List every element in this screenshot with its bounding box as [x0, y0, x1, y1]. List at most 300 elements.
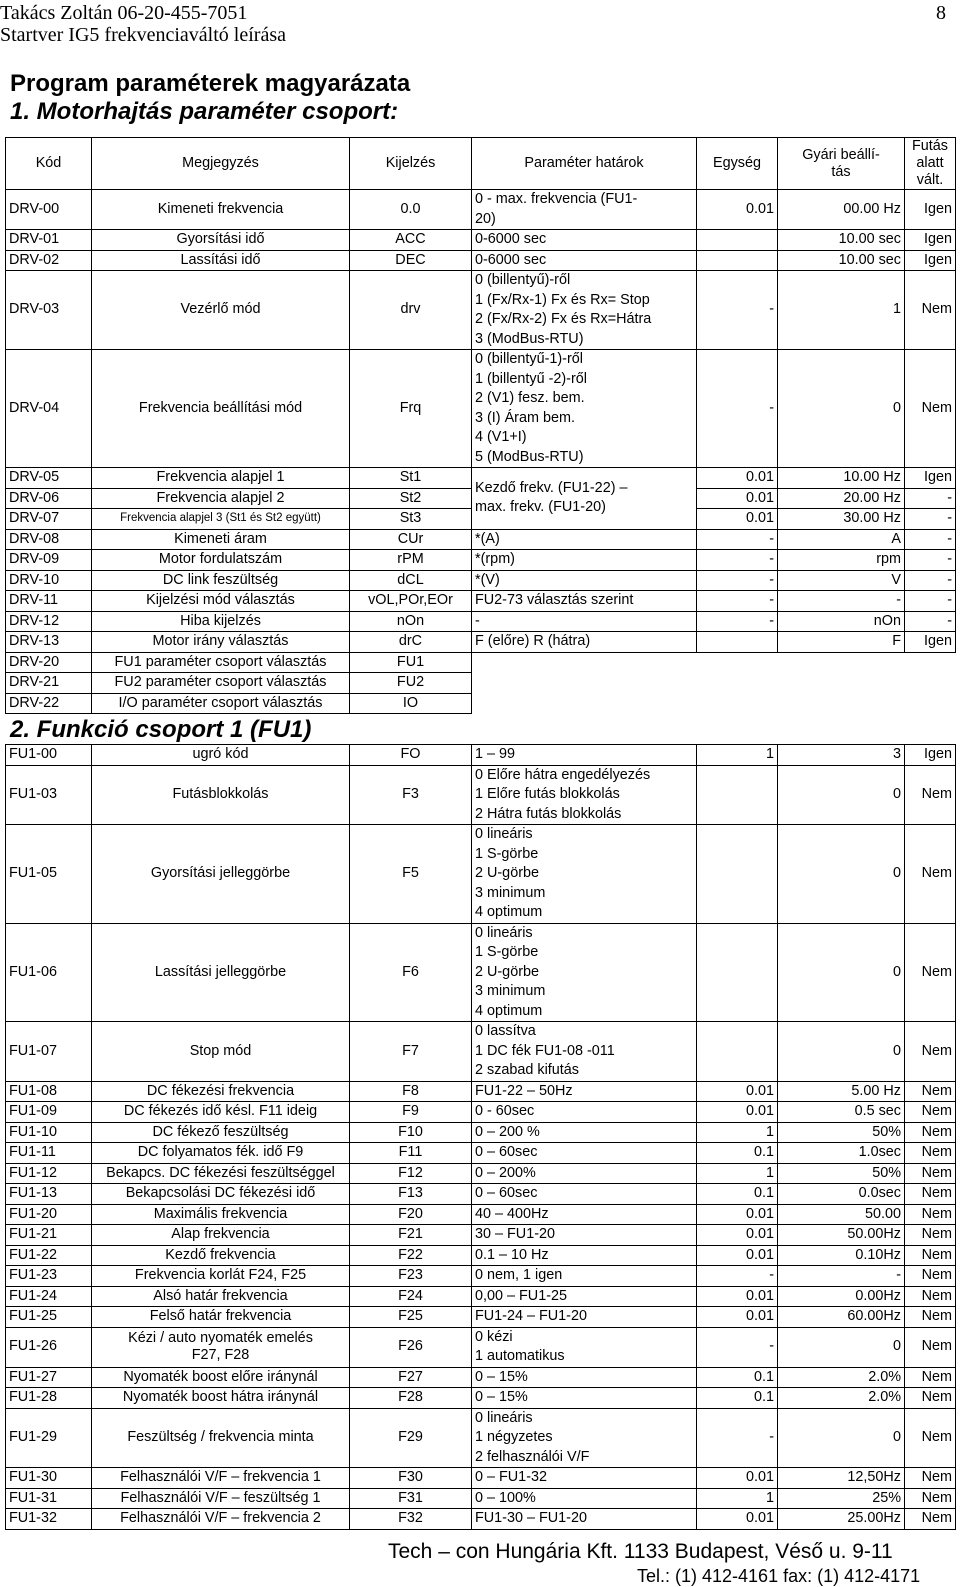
param-default: 0 — [778, 1022, 905, 1082]
param-default: 0 — [778, 825, 905, 924]
param-display: IO — [350, 693, 472, 714]
param-unit: 0.01 — [697, 1102, 778, 1123]
parameter-row — [6, 825, 956, 924]
param-code: FU1-12 — [6, 1163, 92, 1184]
param-default: 0.0sec — [778, 1184, 905, 1205]
param-code: FU1-22 — [6, 1245, 92, 1266]
param-unit — [697, 825, 778, 924]
parameter-row — [6, 923, 956, 1022]
footer-contact: Tel.: (1) 412-4161 fax: (1) 412-4171 — [637, 1566, 921, 1586]
param-display: F6 — [350, 923, 472, 1022]
param-unit — [697, 765, 778, 825]
param-unit: - — [697, 1327, 778, 1367]
parameter-row — [6, 1266, 956, 1287]
param-default: 3 — [778, 745, 905, 766]
param-display: FO — [350, 745, 472, 766]
param-description: DC folyamatos fék. idő F9 — [92, 1143, 350, 1164]
param-unit: - — [697, 350, 778, 468]
param-run-change: Nem — [905, 1102, 956, 1123]
param-run-change: Nem — [905, 1307, 956, 1328]
parameter-row — [6, 652, 956, 673]
param-code: FU1-00 — [6, 745, 92, 766]
param-run-change: Nem — [905, 825, 956, 924]
param-run-change: Nem — [905, 350, 956, 468]
param-description: Feszültség / frekvencia minta — [92, 1408, 350, 1468]
param-display: St1 — [350, 468, 472, 489]
param-default: V — [778, 570, 905, 591]
param-description: Felhasználói V/F – frekvencia 2 — [92, 1509, 350, 1530]
param-description: Lassítási idő — [92, 250, 350, 271]
param-display: F13 — [350, 1184, 472, 1205]
parameter-row — [6, 673, 956, 694]
param-description: Bekapcs. DC fékezési feszültséggel — [92, 1163, 350, 1184]
param-description: Kimeneti áram — [92, 529, 350, 550]
param-unit — [697, 923, 778, 1022]
header-gyari: Gyári beállí- tás — [778, 138, 905, 190]
parameter-row — [6, 550, 956, 571]
parameter-row — [6, 1102, 956, 1123]
param-description: Gyorsítási idő — [92, 230, 350, 251]
param-unit: 0.01 — [697, 1225, 778, 1246]
param-run-change: - — [905, 570, 956, 591]
parameter-row — [6, 745, 956, 766]
param-unit: 0.01 — [697, 1509, 778, 1530]
param-run-change: - — [905, 509, 956, 530]
param-code: FU1-26 — [6, 1327, 92, 1367]
parameter-row — [6, 250, 956, 271]
parameter-row — [6, 1388, 956, 1409]
param-code: FU1-29 — [6, 1408, 92, 1468]
param-default: 25.00Hz — [778, 1509, 905, 1530]
param-description: Frekvencia korlát F24, F25 — [92, 1266, 350, 1287]
param-range: 0 kézi 1 automatikus — [472, 1327, 697, 1367]
parameter-row — [6, 350, 956, 468]
param-run-change: Nem — [905, 1468, 956, 1489]
param-unit: 0.01 — [697, 488, 778, 509]
param-code: FU1-28 — [6, 1388, 92, 1409]
param-default: F — [778, 632, 905, 653]
param-unit: 0.1 — [697, 1388, 778, 1409]
param-range: 0-6000 sec — [472, 250, 697, 271]
empty-cell — [472, 673, 956, 694]
param-description: Vezérlő mód — [92, 271, 350, 350]
param-default: 0.00Hz — [778, 1286, 905, 1307]
param-range: 40 – 400Hz — [472, 1204, 697, 1225]
fu1-parameter-table — [5, 744, 956, 1530]
param-run-change: Nem — [905, 271, 956, 350]
param-default: - — [778, 1266, 905, 1287]
param-display: F21 — [350, 1225, 472, 1246]
param-display: vOL,POr,EOr — [350, 591, 472, 612]
param-description: FU1 paraméter csoport választás — [92, 652, 350, 673]
param-code: DRV-12 — [6, 611, 92, 632]
section-2-title: 2. Funkció csoport 1 (FU1) — [10, 716, 312, 743]
param-run-change: Nem — [905, 1388, 956, 1409]
parameter-row — [6, 190, 956, 230]
param-run-change: Nem — [905, 1408, 956, 1468]
param-display: F5 — [350, 825, 472, 924]
parameter-row — [6, 632, 956, 653]
param-display: F20 — [350, 1204, 472, 1225]
param-unit: 0.01 — [697, 1081, 778, 1102]
param-unit: 0.01 — [697, 1286, 778, 1307]
param-unit: 0.1 — [697, 1184, 778, 1205]
param-default: 2.0% — [778, 1367, 905, 1388]
param-default: 00.00 Hz — [778, 190, 905, 230]
param-default: 0 — [778, 1408, 905, 1468]
param-range: FU1-24 – FU1-20 — [472, 1307, 697, 1328]
param-description: Alap frekvencia — [92, 1225, 350, 1246]
parameter-row — [6, 765, 956, 825]
param-display: F3 — [350, 765, 472, 825]
param-description: Stop mód — [92, 1022, 350, 1082]
param-range: *(rpm) — [472, 550, 697, 571]
param-unit: 1 — [697, 1163, 778, 1184]
param-default: rpm — [778, 550, 905, 571]
param-code: DRV-13 — [6, 632, 92, 653]
param-code: FU1-20 — [6, 1204, 92, 1225]
param-description: Lassítási jelleggörbe — [92, 923, 350, 1022]
param-unit: - — [697, 1408, 778, 1468]
param-display: CUr — [350, 529, 472, 550]
param-default: 1 — [778, 271, 905, 350]
param-description: Nyomaték boost hátra iránynál — [92, 1388, 350, 1409]
param-display: F22 — [350, 1245, 472, 1266]
param-code: FU1-09 — [6, 1102, 92, 1123]
param-range: 0 lassítva 1 DC fék FU1-08 -011 2 szabad kifutás — [472, 1022, 697, 1082]
param-range: 0 Előre hátra engedélyezés 1 Előre futás blokkolás 2 Hátra futás blokkolás — [472, 765, 697, 825]
param-description: Maximális frekvencia — [92, 1204, 350, 1225]
param-display: FU2 — [350, 673, 472, 694]
param-unit: 0.01 — [697, 468, 778, 489]
param-display: DEC — [350, 250, 472, 271]
param-range: Kezdő frekv. (FU1-22) – max. frekv. (FU1-20) — [472, 468, 697, 530]
param-default: 50% — [778, 1163, 905, 1184]
param-run-change: - — [905, 488, 956, 509]
parameter-row — [6, 1122, 956, 1143]
param-display: F11 — [350, 1143, 472, 1164]
param-description: Hiba kijelzés — [92, 611, 350, 632]
param-code: DRV-04 — [6, 350, 92, 468]
param-description: Nyomaték boost előre iránynál — [92, 1367, 350, 1388]
header-egyseg: Egység — [697, 138, 778, 190]
param-description: Kezdő frekvencia — [92, 1245, 350, 1266]
param-display: St3 — [350, 509, 472, 530]
header-author: Takács Zoltán 06-20-455-7051 — [0, 2, 248, 24]
param-display: FU1 — [350, 652, 472, 673]
param-run-change: Igen — [905, 632, 956, 653]
parameter-row — [6, 570, 956, 591]
param-default: 0.5 sec — [778, 1102, 905, 1123]
param-run-change: - — [905, 591, 956, 612]
param-code: FU1-08 — [6, 1081, 92, 1102]
param-code: DRV-20 — [6, 652, 92, 673]
parameter-row — [6, 529, 956, 550]
param-display: F23 — [350, 1266, 472, 1287]
param-code: FU1-27 — [6, 1367, 92, 1388]
param-default: nOn — [778, 611, 905, 632]
param-code: DRV-21 — [6, 673, 92, 694]
param-unit — [697, 632, 778, 653]
param-code: FU1-11 — [6, 1143, 92, 1164]
param-code: DRV-03 — [6, 271, 92, 350]
param-default: 0 — [778, 1327, 905, 1367]
param-code: FU1-10 — [6, 1122, 92, 1143]
param-code: DRV-09 — [6, 550, 92, 571]
param-range: 0 (billentyű)-ről 1 (Fx/Rx-1) Fx és Rx= Stop 2 (Fx/Rx-2) Fx és Rx=Hátra 3 (ModBus-RTU) — [472, 271, 697, 350]
param-default: 20.00 Hz — [778, 488, 905, 509]
param-display: F12 — [350, 1163, 472, 1184]
param-run-change: - — [905, 529, 956, 550]
param-code: FU1-13 — [6, 1184, 92, 1205]
param-unit: 0.01 — [697, 1245, 778, 1266]
parameter-row — [6, 230, 956, 251]
parameter-row — [6, 591, 956, 612]
param-display: F24 — [350, 1286, 472, 1307]
empty-cell — [472, 652, 956, 673]
param-range: 0,00 – FU1-25 — [472, 1286, 697, 1307]
param-run-change: Igen — [905, 190, 956, 230]
param-run-change: Igen — [905, 745, 956, 766]
param-run-change: Nem — [905, 1245, 956, 1266]
param-display: F30 — [350, 1468, 472, 1489]
param-code: DRV-02 — [6, 250, 92, 271]
param-code: FU1-24 — [6, 1286, 92, 1307]
param-range: 0 (billentyű-1)-ről 1 (billentyű -2)-ről 2 (V1) fesz. bem. 3 (I) Áram bem. 4 (V1+I) 5 (ModBus-RTU) — [472, 350, 697, 468]
param-default: 25% — [778, 1488, 905, 1509]
param-description: Frekvencia alapjel 2 — [92, 488, 350, 509]
param-default: 50.00Hz — [778, 1225, 905, 1246]
param-run-change: Nem — [905, 765, 956, 825]
param-default: 0 — [778, 923, 905, 1022]
param-code: FU1-06 — [6, 923, 92, 1022]
parameter-row — [6, 693, 956, 714]
parameter-row — [6, 1143, 956, 1164]
param-default: 0 — [778, 350, 905, 468]
param-range: 1 – 99 — [472, 745, 697, 766]
param-description: Kimeneti frekvencia — [92, 190, 350, 230]
param-code: DRV-08 — [6, 529, 92, 550]
param-description: FU2 paraméter csoport választás — [92, 673, 350, 694]
param-run-change: Nem — [905, 1327, 956, 1367]
parameter-row — [6, 468, 956, 489]
param-unit: - — [697, 591, 778, 612]
param-code: FU1-23 — [6, 1266, 92, 1287]
param-code: DRV-06 — [6, 488, 92, 509]
parameter-row — [6, 1367, 956, 1388]
param-code: FU1-32 — [6, 1509, 92, 1530]
param-run-change: Nem — [905, 1184, 956, 1205]
table-header-row — [6, 138, 956, 190]
parameter-row — [6, 1509, 956, 1530]
param-unit: 0.01 — [697, 190, 778, 230]
param-code: DRV-07 — [6, 509, 92, 530]
param-unit: - — [697, 611, 778, 632]
param-description: DC fékezés idő késl. F11 ideig — [92, 1102, 350, 1123]
parameter-row — [6, 1081, 956, 1102]
section-1-title: 1. Motorhajtás paraméter csoport: — [10, 98, 399, 125]
param-description: DC link feszültség — [92, 570, 350, 591]
param-description: Frekvencia alapjel 1 — [92, 468, 350, 489]
param-unit: - — [697, 271, 778, 350]
param-default: 60.00Hz — [778, 1307, 905, 1328]
param-unit — [697, 230, 778, 251]
param-description: Frekvencia beállítási mód — [92, 350, 350, 468]
param-unit — [697, 250, 778, 271]
param-description: Frekvencia alapjel 3 (St1 és St2 együtt) — [92, 509, 350, 530]
param-default: 5.00 Hz — [778, 1081, 905, 1102]
param-description: Motor fordulatszám — [92, 550, 350, 571]
param-default: 10.00 sec — [778, 230, 905, 251]
param-description: Futásblokkolás — [92, 765, 350, 825]
param-range: 30 – FU1-20 — [472, 1225, 697, 1246]
param-description: Felhasználói V/F – feszültség 1 — [92, 1488, 350, 1509]
parameter-row — [6, 1307, 956, 1328]
param-display: F27 — [350, 1367, 472, 1388]
param-default: 50% — [778, 1122, 905, 1143]
param-default: 0.10Hz — [778, 1245, 905, 1266]
param-range: FU1-22 – 50Hz — [472, 1081, 697, 1102]
header-kijelzes: Kijelzés — [350, 138, 472, 190]
param-run-change: Igen — [905, 250, 956, 271]
param-description: Alsó határ frekvencia — [92, 1286, 350, 1307]
param-unit: 0.1 — [697, 1367, 778, 1388]
param-run-change: Nem — [905, 923, 956, 1022]
param-range: 0 – 200% — [472, 1163, 697, 1184]
footer-company: Tech – con Hungária Kft. 1133 Budapest, Véső u. 9-11 — [388, 1540, 893, 1563]
param-code: DRV-22 — [6, 693, 92, 714]
param-run-change: Nem — [905, 1204, 956, 1225]
param-range: 0 nem, 1 igen — [472, 1266, 697, 1287]
param-display: F9 — [350, 1102, 472, 1123]
param-display: F10 — [350, 1122, 472, 1143]
parameter-row — [6, 1225, 956, 1246]
param-unit: 0.01 — [697, 1204, 778, 1225]
param-code: DRV-05 — [6, 468, 92, 489]
param-range: 0 lineáris 1 S-görbe 2 U-görbe 3 minimum 4 optimum — [472, 923, 697, 1022]
param-range: 0 – 100% — [472, 1488, 697, 1509]
parameter-row — [6, 1022, 956, 1082]
param-run-change: - — [905, 611, 956, 632]
param-code: FU1-25 — [6, 1307, 92, 1328]
drv-parameter-table — [5, 137, 956, 714]
param-display: rPM — [350, 550, 472, 571]
page-number: 8 — [936, 2, 946, 24]
param-code: FU1-03 — [6, 765, 92, 825]
param-description: DC fékezési frekvencia — [92, 1081, 350, 1102]
param-description: Gyorsítási jelleggörbe — [92, 825, 350, 924]
param-run-change: Nem — [905, 1367, 956, 1388]
param-display: St2 — [350, 488, 472, 509]
header-futas: Futás alatt vált. — [905, 138, 956, 190]
param-run-change: Nem — [905, 1266, 956, 1287]
param-default: 2.0% — [778, 1388, 905, 1409]
param-run-change: Nem — [905, 1022, 956, 1082]
header-document-title: Startver IG5 frekvenciaváltó leírása — [0, 24, 286, 46]
param-display: F8 — [350, 1081, 472, 1102]
param-run-change: Nem — [905, 1081, 956, 1102]
param-display: F25 — [350, 1307, 472, 1328]
param-unit: - — [697, 529, 778, 550]
param-display: ACC — [350, 230, 472, 251]
param-default: - — [778, 591, 905, 612]
param-run-change: Igen — [905, 468, 956, 489]
param-range: 0 – 200 % — [472, 1122, 697, 1143]
param-unit: - — [697, 1266, 778, 1287]
param-code: FU1-05 — [6, 825, 92, 924]
param-default: 1.0sec — [778, 1143, 905, 1164]
param-code: FU1-21 — [6, 1225, 92, 1246]
param-display: dCL — [350, 570, 472, 591]
param-display: F31 — [350, 1488, 472, 1509]
param-range: 0 lineáris 1 S-görbe 2 U-görbe 3 minimum 4 optimum — [472, 825, 697, 924]
param-description: Kézi / auto nyomaték emelés F27, F28 — [92, 1327, 350, 1367]
param-unit: 1 — [697, 1122, 778, 1143]
param-default: 12,50Hz — [778, 1468, 905, 1489]
param-display: drv — [350, 271, 472, 350]
param-default: 30.00 Hz — [778, 509, 905, 530]
param-run-change: Nem — [905, 1286, 956, 1307]
param-default: 50.00 — [778, 1204, 905, 1225]
param-range: - — [472, 611, 697, 632]
param-display: nOn — [350, 611, 472, 632]
parameter-row — [6, 1245, 956, 1266]
param-code: DRV-01 — [6, 230, 92, 251]
param-default: 10.00 sec — [778, 250, 905, 271]
param-unit — [697, 1022, 778, 1082]
param-code: FU1-30 — [6, 1468, 92, 1489]
param-code: DRV-11 — [6, 591, 92, 612]
param-range: FU1-30 – FU1-20 — [472, 1509, 697, 1530]
param-unit: - — [697, 570, 778, 591]
param-code: FU1-07 — [6, 1022, 92, 1082]
param-range: 0 – 15% — [472, 1388, 697, 1409]
param-unit: 0.01 — [697, 1307, 778, 1328]
header-hatarok: Paraméter határok — [472, 138, 697, 190]
param-range: 0 – 60sec — [472, 1143, 697, 1164]
param-run-change: Nem — [905, 1509, 956, 1530]
param-run-change: Nem — [905, 1225, 956, 1246]
param-description: Felhasználói V/F – frekvencia 1 — [92, 1468, 350, 1489]
param-display: Frq — [350, 350, 472, 468]
param-default: A — [778, 529, 905, 550]
param-display: F29 — [350, 1408, 472, 1468]
parameter-row — [6, 1204, 956, 1225]
empty-cell — [472, 693, 956, 714]
param-display: F7 — [350, 1022, 472, 1082]
param-unit: 0.01 — [697, 1468, 778, 1489]
param-description: Felső határ frekvencia — [92, 1307, 350, 1328]
parameter-row — [6, 271, 956, 350]
parameter-row — [6, 1286, 956, 1307]
param-run-change: Nem — [905, 1488, 956, 1509]
param-display: F32 — [350, 1509, 472, 1530]
param-description: DC fékező feszültség — [92, 1122, 350, 1143]
param-default: 10.00 Hz — [778, 468, 905, 489]
param-range: 0 – FU1-32 — [472, 1468, 697, 1489]
param-run-change: Igen — [905, 230, 956, 251]
param-run-change: Nem — [905, 1143, 956, 1164]
param-display: 0.0 — [350, 190, 472, 230]
parameter-row — [6, 1488, 956, 1509]
param-display: F28 — [350, 1388, 472, 1409]
param-run-change: Nem — [905, 1122, 956, 1143]
parameter-row — [6, 1327, 956, 1367]
param-description: Motor irány választás — [92, 632, 350, 653]
param-range: 0-6000 sec — [472, 230, 697, 251]
param-code: FU1-31 — [6, 1488, 92, 1509]
param-range: 0 lineáris 1 négyzetes 2 felhasználói V/F — [472, 1408, 697, 1468]
